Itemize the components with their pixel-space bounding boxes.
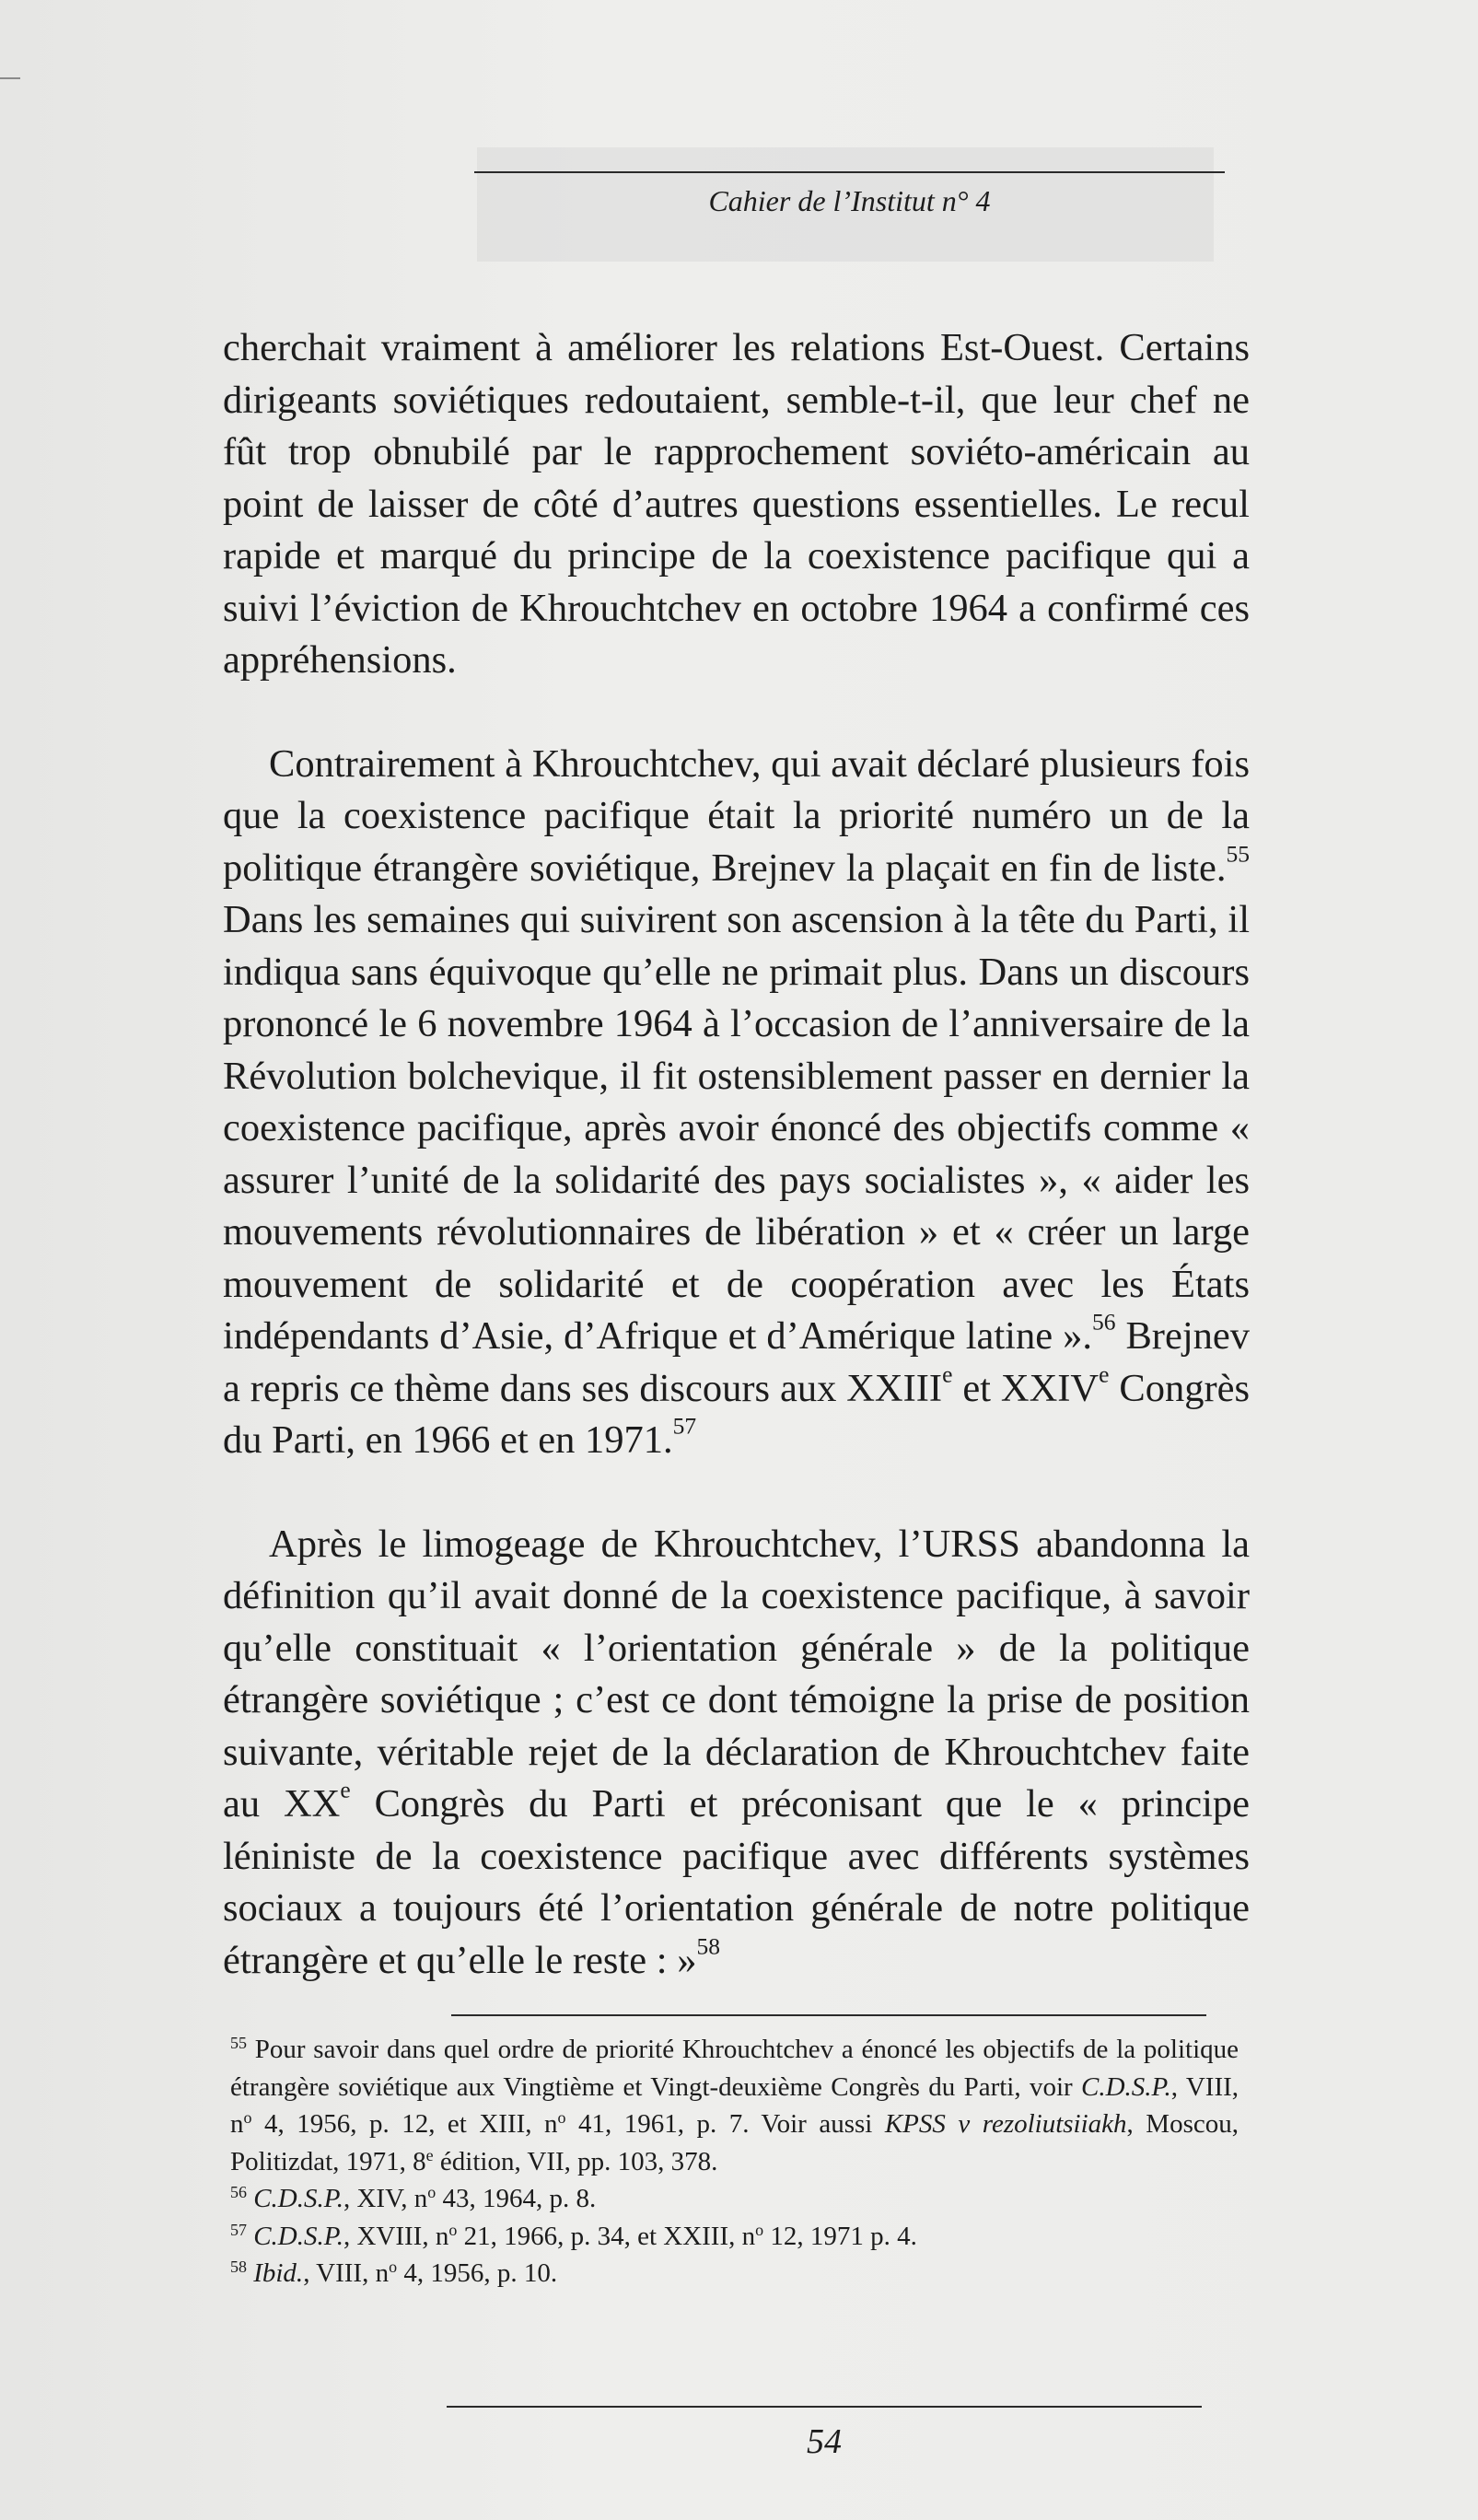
ordinal-superscript: o xyxy=(389,2258,398,2277)
footnote-text: 12, 1971 p. 4. xyxy=(763,2221,917,2251)
paragraph-1-text: cherchait vraiment à améliorer les relations Est-Ouest. Certains dirigeants soviétiques redoutaient, semble-t-il, que leur chef ne fût trop obnubilé par le rapprochement soviéto-américain au point de laisser de côté d’autres questions essentielles. Le recul rapide et marqué du principe de la coexistence pacifique qui a suivi l’éviction de Khrouchtchev en octobre 1964 a confirmé ces appréhensions. xyxy=(223,326,1250,682)
footnote-text: , VIII, n xyxy=(303,2258,390,2288)
footnote-ref-55[interactable]: 55 xyxy=(1226,840,1250,868)
journal-title: C.D.S.P. xyxy=(1081,2071,1171,2102)
footnote-text: , XIV, n xyxy=(343,2184,428,2213)
ordinal-superscript: o xyxy=(557,2108,566,2128)
footnote-text: 4, 1956, p. 10. xyxy=(397,2258,558,2288)
footnote-ref-56[interactable]: 56 xyxy=(1091,1308,1116,1336)
footnote-ref-58[interactable]: 58 xyxy=(696,1932,720,1960)
footnote-number: 55 xyxy=(230,2034,247,2053)
ordinal-superscript: o xyxy=(243,2108,252,2128)
footnote-text: 43, 1964, p. 8. xyxy=(436,2184,597,2213)
footnote-number: 58 xyxy=(230,2258,247,2277)
page-number: 54 xyxy=(807,2422,842,2461)
journal-title: C.D.S.P. xyxy=(253,2184,343,2213)
footnote-text: 41, 1961, p. 7. Voir aussi xyxy=(565,2109,885,2139)
paragraph-2-text-e: Congrès du Parti, en 1966 et en 1971. xyxy=(223,1366,1251,1462)
header-rule xyxy=(474,171,1225,173)
page-edge-mark xyxy=(0,77,20,79)
ordinal-superscript: e xyxy=(425,2145,434,2164)
paragraph-3 xyxy=(223,1519,1250,1988)
footnotes xyxy=(230,2031,1239,2292)
footnote-number: 57 xyxy=(230,2220,247,2239)
ordinal-superscript: e xyxy=(340,1776,351,1803)
journal-title: C.D.S.P. xyxy=(253,2221,343,2251)
footnote-text: édition, VII, pp. 103, 378. xyxy=(433,2146,718,2176)
ibid-reference: Ibid. xyxy=(253,2258,304,2288)
footnote-number: 56 xyxy=(230,2183,247,2202)
footnote-57 xyxy=(230,2218,1239,2256)
ordinal-superscript: e xyxy=(1099,1360,1110,1388)
paragraph-3-text-a: Après le limogeage de Khrouchtchev, l’URSS abandonna la définition qu’il avait donné de la coexistence pacifique, à savoir qu’elle constituait « l’orientation générale » de la politique étrangère soviétique ; c’est ce dont témoigne la prise de position suivante, véritable rejet de la déclaration de Khrouchtchev faite au XX xyxy=(223,1522,1250,1826)
ordinal-superscript: o xyxy=(448,2220,458,2239)
body-text xyxy=(223,322,1250,1987)
footnote-text: Pour savoir dans quel ordre de priorité Khrouchtchev a énoncé les objectifs de la politique étrangère soviétique aux Vingtième et Vingt-deuxième Congrès du Parti, voir xyxy=(230,2035,1239,2102)
paragraph-1 xyxy=(223,322,1250,687)
ordinal-superscript: e xyxy=(942,1360,953,1388)
footnote-text: , XVIII, n xyxy=(343,2221,449,2251)
footnote-58 xyxy=(230,2255,1239,2292)
footnote-rule xyxy=(451,2014,1206,2016)
footnote-text: 4, 1956, p. 12, et XIII, n xyxy=(251,2109,558,2139)
ordinal-superscript: o xyxy=(427,2183,436,2202)
ordinal-superscript: o xyxy=(755,2220,764,2239)
footer-rule xyxy=(447,2406,1202,2408)
paragraph-2-text-d: et XXIV xyxy=(952,1366,1100,1410)
running-head: Cahier de l’Institut n° 4 xyxy=(708,184,991,217)
footnote-55 xyxy=(230,2031,1239,2180)
paragraph-3-text-b: Congrès du Parti et préconisant que le « principe léniniste de la coexistence pacifique avec différents systèmes sociaux a toujours été l’orientation générale de notre politique étrangère et qu’elle le reste : » xyxy=(223,1782,1251,1982)
footnote-ref-57[interactable]: 57 xyxy=(672,1412,697,1440)
paragraph-2-text-b: Dans les semaines qui suivirent son ascension à la tête du Parti, il indiqua sans équivoque qu’elle ne primait plus. Dans un discours prononcé le 6 novembre 1964 à l’occasion de l’anniversaire de la Révolution bolchevique, il fit ostensiblement passer en dernier la coexistence pacifique, après avoir énoncé des objectifs comme « assurer l’unité de la solidarité des pays socialistes », « aider les mouvements révolutionnaires de libération » et « créer un large mouvement de solidarité et de coopération avec les États indépendants d’Asie, d’Afrique et d’Amérique latine ». xyxy=(223,898,1250,1358)
paragraph-2-text-c: Brejnev a repris ce thème dans ses discours aux XXIII xyxy=(223,1314,1250,1410)
paragraph-2-text-a: Contrairement à Khrouchtchev, qui avait déclaré plusieurs fois que la coexistence pacifique était la priorité numéro un de la politique étrangère soviétique, Brejnev la plaçait en fin de liste. xyxy=(223,741,1250,890)
footnote-56 xyxy=(230,2180,1239,2218)
paragraph-2 xyxy=(223,739,1250,1467)
footnote-text: , VIII, n xyxy=(230,2071,1239,2139)
footnote-text: 21, 1966, p. 34, et XXIII, n xyxy=(457,2221,756,2251)
book-title: KPSS v rezoliutsiiakh xyxy=(884,2109,1127,2139)
footnote-text: , Moscou, Politizdat, 1971, 8 xyxy=(230,2109,1239,2176)
